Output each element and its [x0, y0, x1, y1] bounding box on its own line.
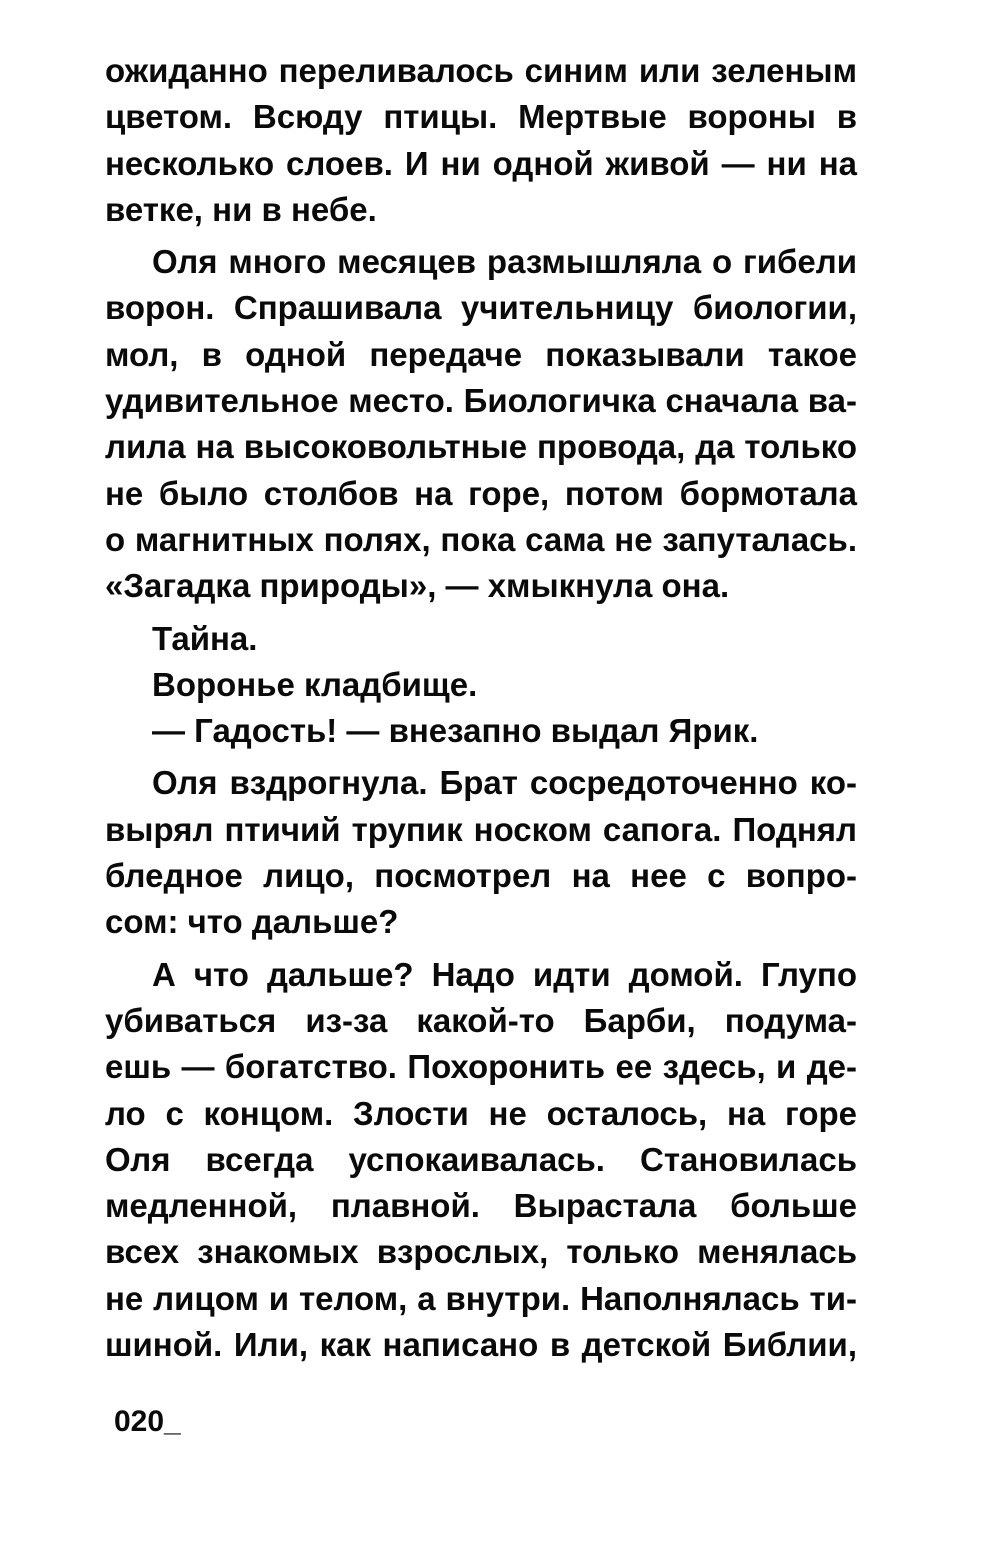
text-line: ешь — богатство. Похоронить ее здесь, и де- [105, 1048, 857, 1086]
text-line: А что дальше? Надо идти домой. Глупо [152, 955, 857, 993]
text-line: Оля вздрогнула. Брат сосредоточенно ко- [152, 764, 857, 802]
text-line: Тайна. [152, 619, 258, 657]
text-line: Оля всегда успокаивалась. Становилась [105, 1140, 857, 1178]
text-line: удивительное место. Биологичка сначала ва- [105, 382, 857, 420]
text-line: Воронье кладбище. [152, 665, 478, 703]
text-line: ворон. Спрашивала учительницу биологии, [105, 289, 857, 327]
text-line: «Загадка природы», — хмыкнула она. [105, 567, 730, 605]
text-line: мол, в одной передаче показывали такое [105, 335, 857, 373]
text-line: Оля много месяцев размышляла о гибели [152, 243, 857, 281]
text-line: не лицом и телом, а внутри. Наполнялась ти- [105, 1279, 857, 1317]
text-line: бледное лицо, посмотрел на нее с вопро- [105, 857, 857, 895]
text-line: цветом. Всюду птицы. Мертвые вороны в [105, 98, 857, 136]
text-line: лила на высоковольтные провода, да только [105, 428, 857, 466]
text-line: не было столбов на горе, потом бормотала [105, 474, 857, 512]
text-line: вырял птичий трупик носком сапога. Поднял [105, 810, 857, 848]
text-line: несколько слоев. И ни одной живой — ни на [105, 144, 857, 182]
text-line: убиваться из-за какой-то Барби, подума- [105, 1001, 857, 1039]
text-line: всех знакомых взрослых, только менялась [105, 1233, 857, 1271]
text-line: шиной. Или, как написано в детской Библии, [105, 1326, 857, 1364]
text-line: ожиданно переливалось синим или зеленым [105, 52, 857, 89]
text-line: медленной, плавной. Вырастала больше [105, 1187, 857, 1225]
body-text [105, 48, 857, 1368]
text-line: ло с концом. Злости не осталось, на горе [105, 1094, 857, 1132]
page-number: 020_ [114, 1405, 181, 1438]
text-line: — Гадость! — внезапно выдал Ярик. [152, 712, 759, 750]
text-line: о магнитных полях, пока сама не запуталась. [105, 520, 857, 558]
text-line: сом: что дальше? [105, 903, 399, 941]
text-line: ветке, ни в небе. [105, 190, 377, 228]
